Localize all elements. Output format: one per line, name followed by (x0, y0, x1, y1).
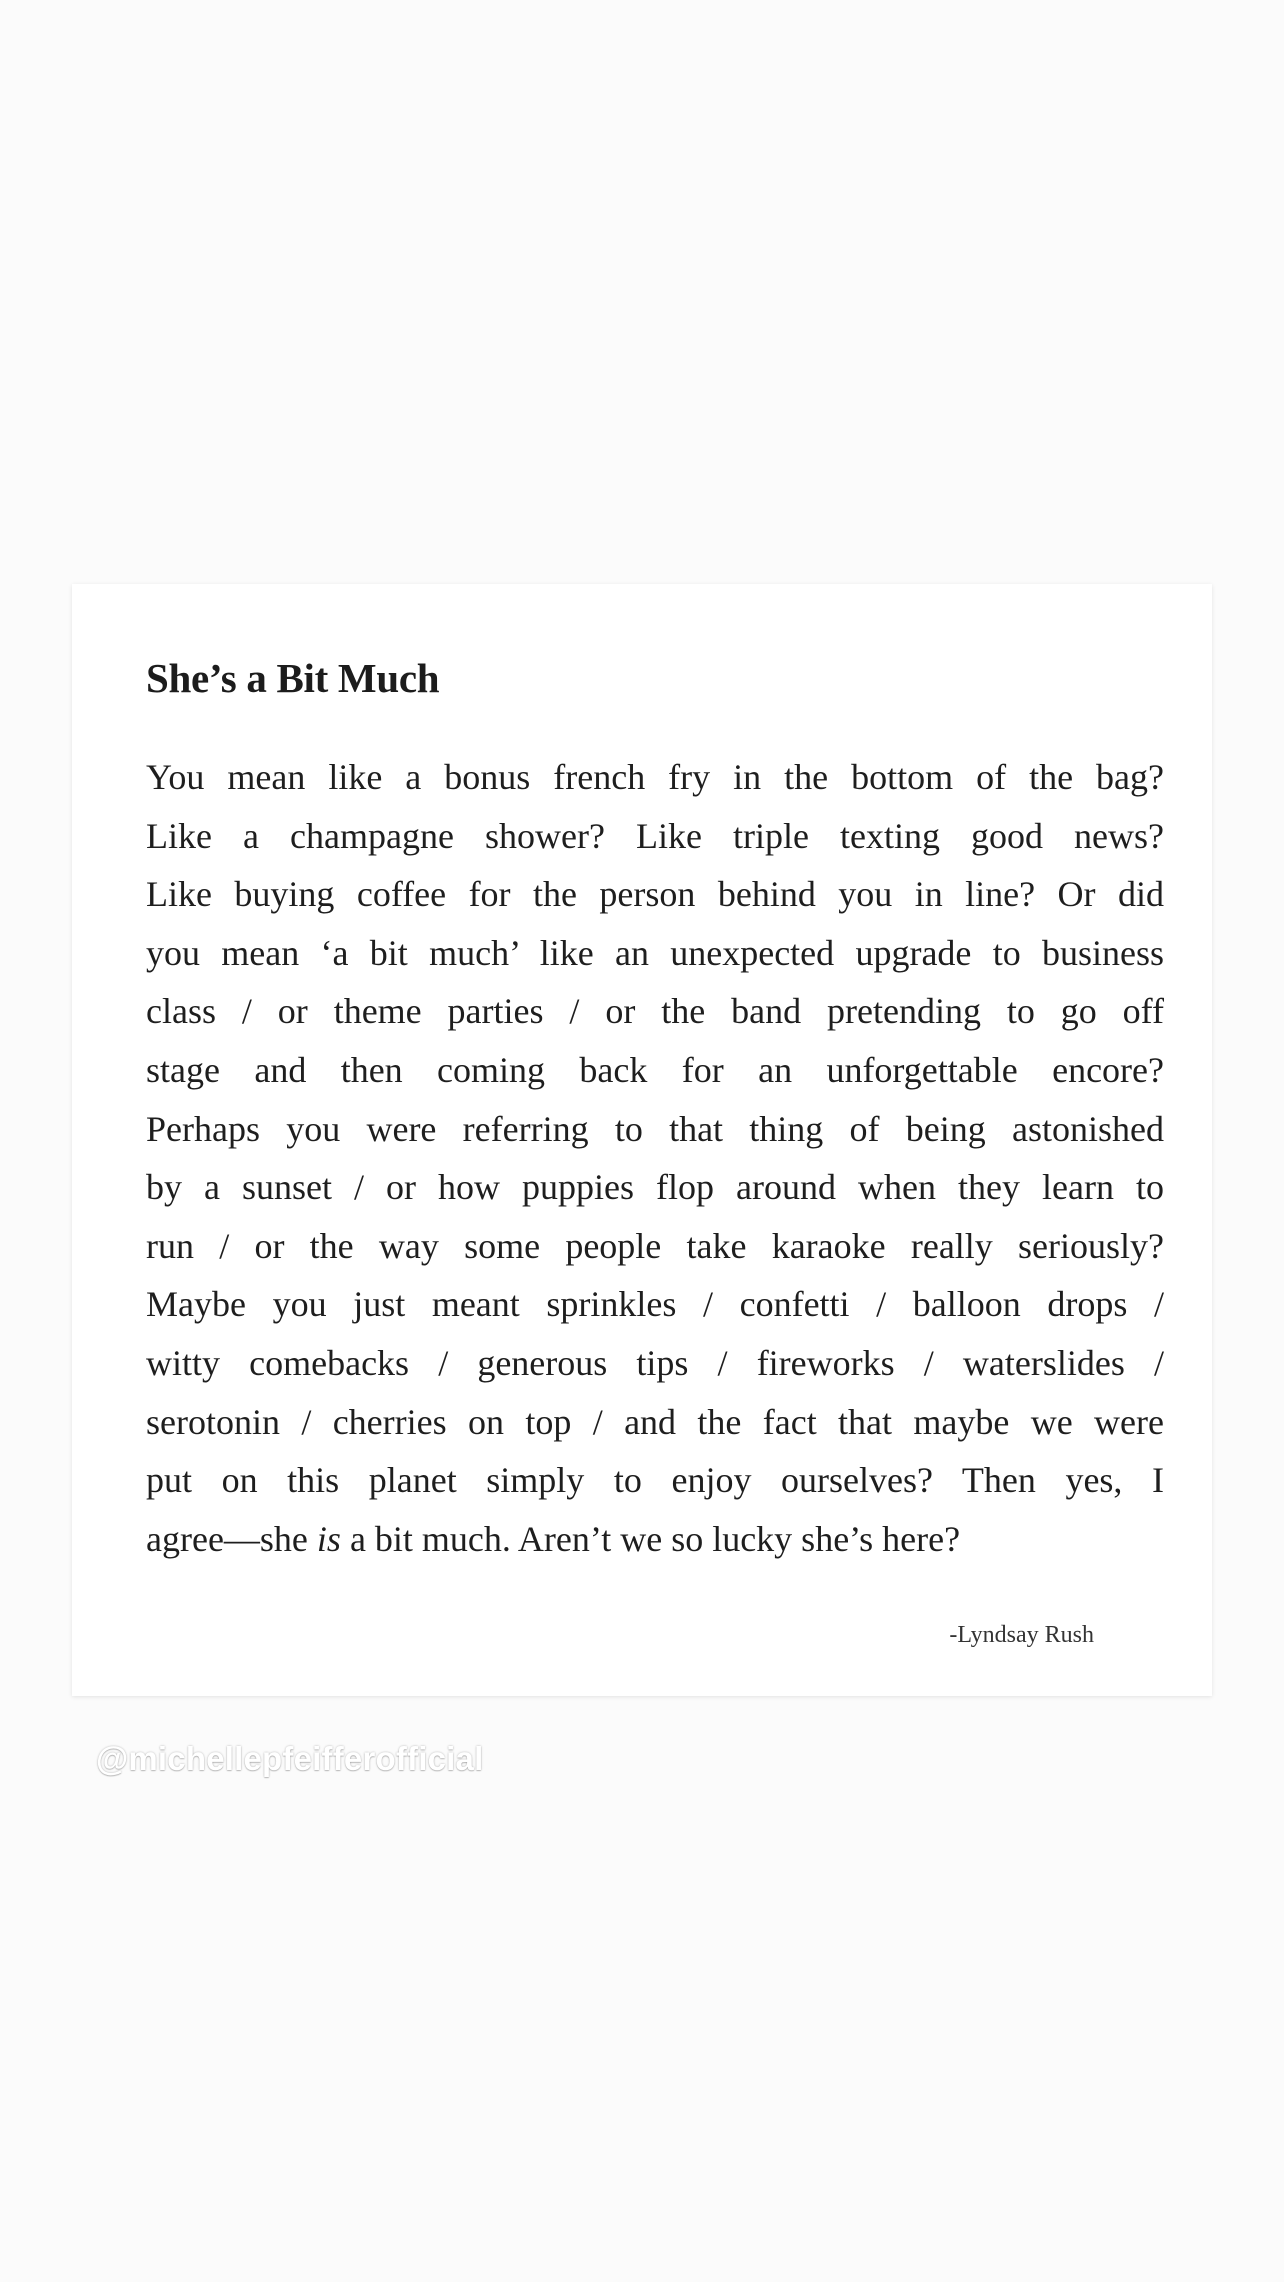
poem-line: Like buying coffee for the person behind you in line? Or did (146, 874, 1164, 915)
poem-line: put on this planet simply to enjoy ourselves? Then yes, I (146, 1460, 1164, 1501)
poem-card (72, 584, 1212, 1696)
poem-body (146, 748, 1164, 1568)
poem-line: by a sunset / or how puppies flop around when they learn to (146, 1167, 1164, 1208)
poem-line: Like a champagne shower? Like triple texting good news? (146, 815, 1164, 856)
poem-line: stage and then coming back for an unforgettable encore? (146, 1049, 1164, 1090)
poem-line: you mean ‘a bit much’ like an unexpected upgrade to business (146, 932, 1164, 973)
mention-sticker[interactable]: @michellepfeifferofficial (96, 1740, 484, 1777)
poem-last-line-end: a bit much. Aren’t we so lucky she’s here? (340, 1518, 961, 1559)
poem-line: Perhaps you were referring to that thing of being astonished (146, 1108, 1164, 1149)
poem-last-line-start: agree—she (146, 1518, 317, 1559)
poem-line: witty comebacks / generous tips / fireworks / waterslides / (146, 1342, 1164, 1383)
poem-last-line (146, 1510, 1164, 1569)
poem-line: Maybe you just meant sprinkles / confetti / balloon drops / (146, 1284, 1164, 1325)
poem-line: You mean like a bonus french fry in the bottom of the bag? (146, 757, 1164, 797)
poem-line: serotonin / cherries on top / and the fact that maybe we were (146, 1401, 1164, 1442)
poem-emphasis-word: is (316, 1518, 341, 1559)
poem-line: run / or the way some people take karaoke really seriously? (146, 1225, 1164, 1266)
poem-title: She’s a Bit Much (146, 655, 440, 701)
poem-line: class / or theme parties / or the band pretending to go off (146, 991, 1164, 1032)
poem-author: -Lyndsay Rush (949, 1622, 1094, 1648)
